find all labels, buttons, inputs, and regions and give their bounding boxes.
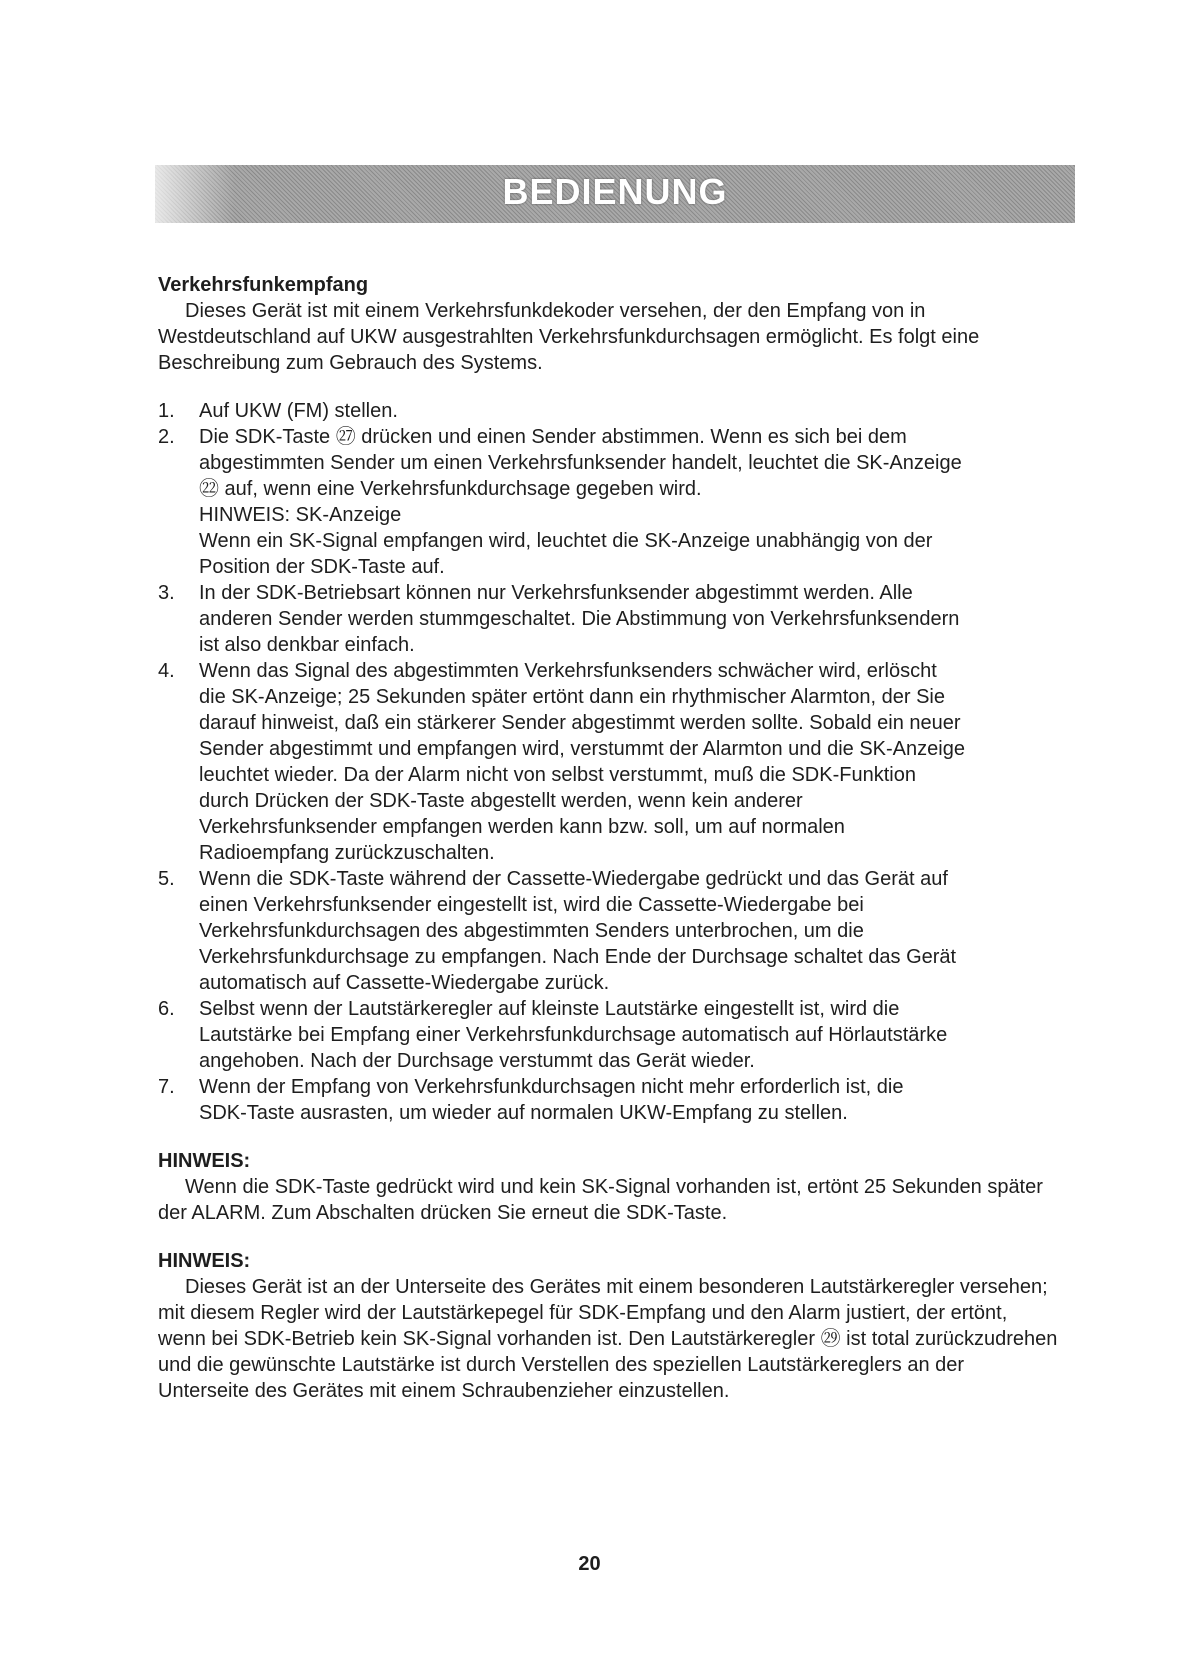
step-line: darauf hinweist, daß ein stärkerer Sender abgestimmt werden sollte. Sobald ein neuer <box>199 712 961 734</box>
step-3 <box>158 580 1058 658</box>
step-line: durch Drücken der SDK-Taste abgestellt werden, wenn kein anderer <box>199 790 803 812</box>
step-7 <box>158 1074 1058 1126</box>
step-number: 1. <box>158 400 175 422</box>
step-2 <box>158 424 1058 580</box>
step-line: Sender abgestimmt und empfangen wird, verstummt der Alarmton und die SK-Anzeige <box>199 738 965 760</box>
step-line: Auf UKW (FM) stellen. <box>199 400 398 422</box>
step-line: automatisch auf Cassette-Wiedergabe zurück. <box>199 972 610 994</box>
step-line: Wenn der Empfang von Verkehrsfunkdurchsagen nicht mehr erforderlich ist, die <box>199 1076 904 1098</box>
step-line: einen Verkehrsfunksender eingestellt ist, wird die Cassette-Wiedergabe bei <box>199 894 864 916</box>
step-line: ist also denkbar einfach. <box>199 634 415 656</box>
step-line: Wenn das Signal des abgestimmten Verkehrsfunksenders schwächer wird, erlöscht <box>199 660 937 682</box>
note-heading: HINWEIS: <box>158 1250 251 1272</box>
step-line: abgestimmten Sender um einen Verkehrsfunksender handelt, leuchtet die SK-Anzeige <box>199 452 962 474</box>
note-text: Dieses Gerät ist an der Unterseite des Gerätes mit einem besonderen Lautstärkeregler versehen; mit diesem Regler wird der Lautstärkepegel für SDK-Empfang und den Alarm justiert, der ertönt, wenn bei SDK-Betrieb kein SK-Signal vorhanden ist. Den Lautstärkeregler ㉙ ist total zurückzudrehen und die gewünschte Lautstärke ist durch Verstellen des speziellen Lautstärkereglers an der Unterseite des Gerätes mit einem Schraubenzieher einzustellen. <box>158 1276 1058 1402</box>
step-number: 4. <box>158 660 175 682</box>
step-line: ㉒ auf, wenn eine Verkehrsfunkdurchsage gegeben wird. <box>199 478 702 500</box>
step-line: anderen Sender werden stummgeschaltet. Die Abstimmung von Verkehrsfunksendern <box>199 608 960 630</box>
page-content <box>158 272 1058 1404</box>
step-line: Wenn die SDK-Taste während der Cassette-Wiedergabe gedrückt und das Gerät auf <box>199 868 948 890</box>
step-line: SDK-Taste ausrasten, um wieder auf normalen UKW-Empfang zu stellen. <box>199 1102 848 1124</box>
step-line: Verkehrsfunkdurchsagen des abgestimmten Senders unterbrochen, um die <box>199 920 864 942</box>
step-line: Wenn ein SK-Signal empfangen wird, leuchtet die SK-Anzeige unabhängig von der <box>199 530 933 552</box>
steps-list <box>158 398 1058 1126</box>
step-5 <box>158 866 1058 996</box>
step-line: die SK-Anzeige; 25 Sekunden später ertönt dann ein rhythmischer Alarmton, der Sie <box>199 686 945 708</box>
intro-paragraph: Dieses Gerät ist mit einem Verkehrsfunkdekoder versehen, der den Empfang von in Westdeutschland auf UKW ausgestrahlten Verkehrsfunkdurchsagen ermöglicht. Es folgt eine Beschreibung zum Gebrauch des Systems. <box>158 300 980 374</box>
step-line: Verkehrsfunksender empfangen werden kann bzw. soll, um auf normalen <box>199 816 845 838</box>
step-line: Selbst wenn der Lautstärkeregler auf kleinste Lautstärke eingestellt ist, wird die <box>199 998 900 1020</box>
section-banner <box>155 165 1075 223</box>
step-1 <box>158 398 1058 424</box>
banner-title: BEDIENUNG <box>502 171 728 212</box>
step-line: angehoben. Nach der Durchsage verstummt das Gerät wieder. <box>199 1050 755 1072</box>
note-heading: HINWEIS: <box>158 1150 251 1172</box>
step-line: leuchtet wieder. Da der Alarm nicht von selbst verstummt, muß die SDK-Funktion <box>199 764 916 786</box>
note-1 <box>158 1148 1058 1226</box>
step-line: Die SDK-Taste ㉗ drücken und einen Sender abstimmen. Wenn es sich bei dem <box>199 426 907 448</box>
step-line: Verkehrsfunkdurchsage zu empfangen. Nach Ende der Durchsage schaltet das Gerät <box>199 946 957 968</box>
note-2 <box>158 1248 1058 1404</box>
step-number: 5. <box>158 868 175 890</box>
step-line: Radioempfang zurückzuschalten. <box>199 842 495 864</box>
step-number: 6. <box>158 998 175 1020</box>
note-text: Wenn die SDK-Taste gedrückt wird und kein SK-Signal vorhanden ist, ertönt 25 Sekunden später der ALARM. Zum Abschalten drücken Sie erneut die SDK-Taste. <box>158 1176 1043 1224</box>
step-number: 3. <box>158 582 175 604</box>
step-4 <box>158 658 1058 866</box>
page-number: 20 <box>578 1553 601 1575</box>
step-line: Position der SDK-Taste auf. <box>199 556 445 578</box>
step-number: 7. <box>158 1076 175 1098</box>
step-line: Lautstärke bei Empfang einer Verkehrsfunkdurchsage automatisch auf Hörlautstärke <box>199 1024 948 1046</box>
section-heading: Verkehrsfunkempfang <box>158 274 369 296</box>
step-line: HINWEIS: SK-Anzeige <box>199 504 402 526</box>
step-line: In der SDK-Betriebsart können nur Verkehrsfunksender abgestimmt werden. Alle <box>199 582 913 604</box>
step-6 <box>158 996 1058 1074</box>
step-number: 2. <box>158 426 175 448</box>
